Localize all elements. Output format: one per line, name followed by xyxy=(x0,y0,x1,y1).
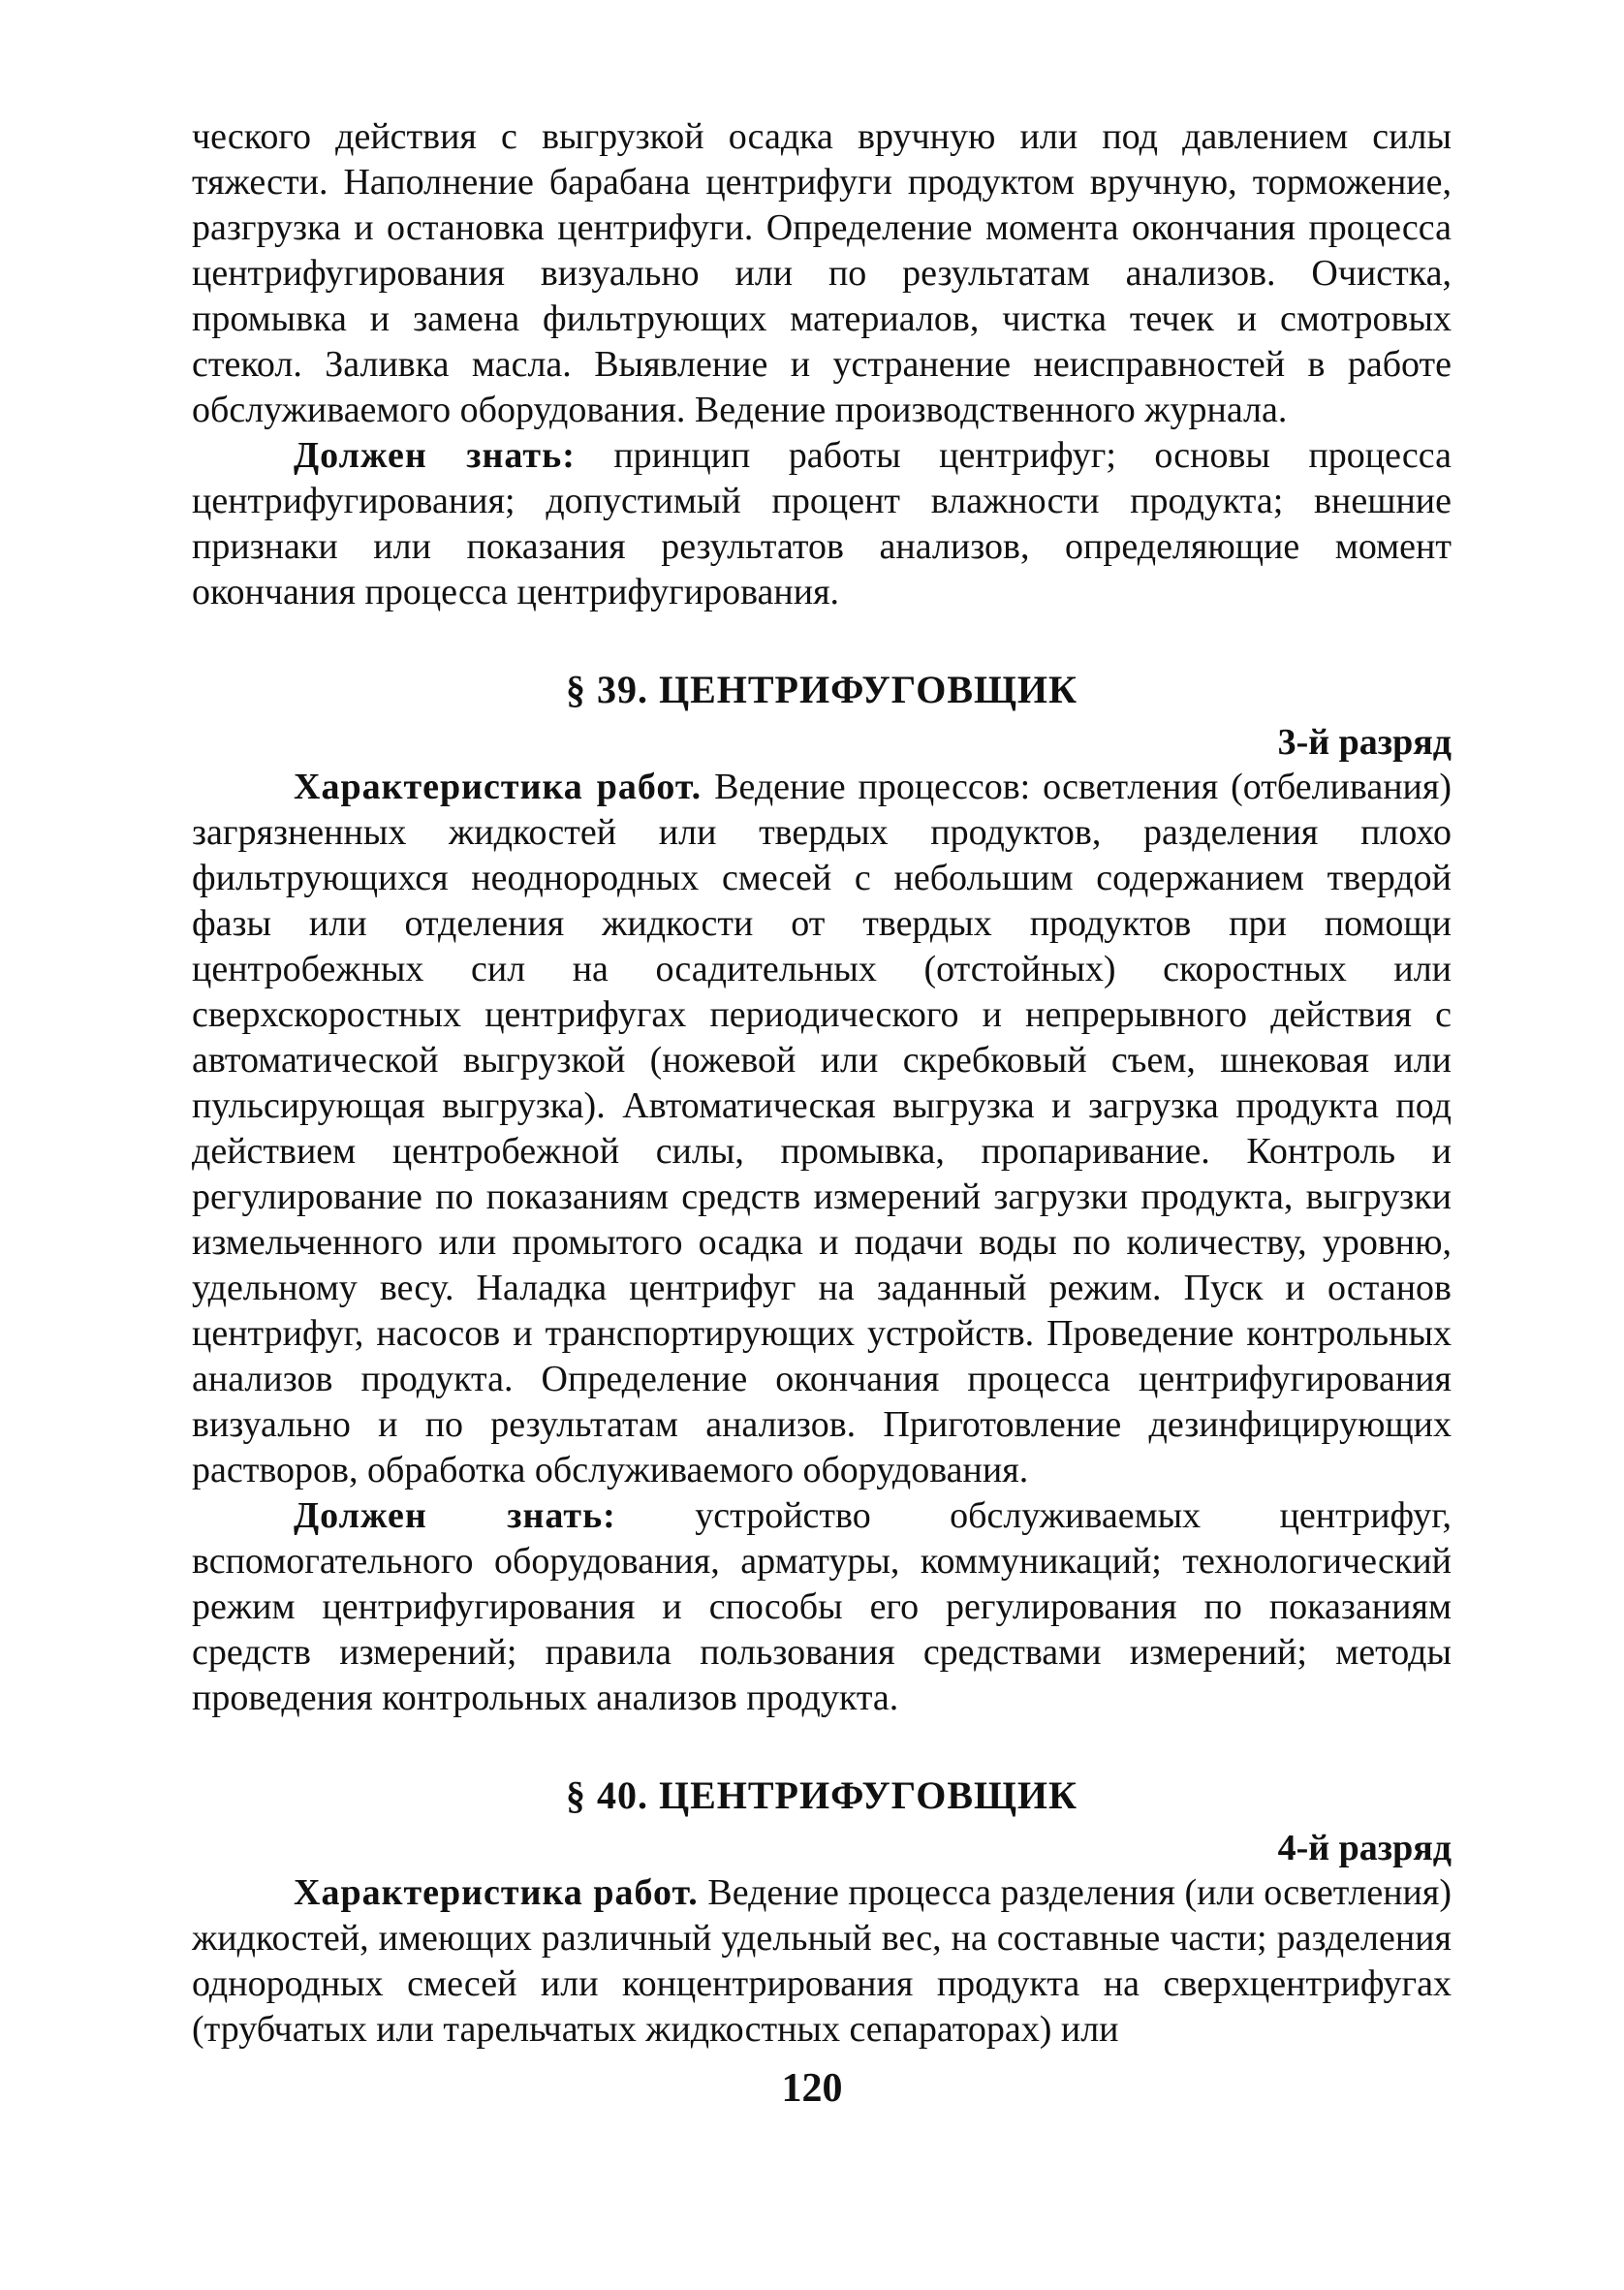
continuation-paragraph xyxy=(192,114,1452,433)
knowledge-text: устройство обслуживаемых центрифуг, вспомогательного оборудования, арматуры, коммуникаций; технологический режим центрифугирования и способы его регулирования по показаниям средств измерений; правила пользования средствами измерений; методы проведения контрольных анализов продукта. xyxy=(192,1495,1452,1718)
work-characteristics-text: Ведение процесса разделения (или осветления) жидкостей, имеющих различный удельный вес, на составные части; разделения однородных смесей или концентрирования продукта на сверхцентрифугах (трубчатых или тарельчатых жидкостных сепараторах) или xyxy=(192,1872,1452,2050)
section-40-title: § 40. ЦЕНТРИФУГОВЩИК xyxy=(565,1773,1078,1817)
work-characteristics-text: Ведение процессов: осветления (отбеливания) загрязненных жидкостей или твердых продуктов, разделения плохо фильтрующихся неоднородных смесей с небольшим содержанием твердой фазы или отделения жидкости от твердых продуктов при помощи центробежных сил на осадительных (отстойных) скоростных или сверхскоростных центрифугах периодического и непрерывного действия с автоматической выгрузкой (ножевой или скребковый съем, шнековая или пульсирующая выгрузка). Автоматическая выгрузка и загрузка продукта под действием центробежной силы, промывка, пропаривание. Контроль и регулирование по показаниям средств измерений загрузки продукта, выгрузки измельченного или промытого осадка и подачи воды по количеству, уровню, удельному весу. Наладка центрифуг на заданный режим. Пуск и останов центрифуг, насосов и транспортирующих устройств. Проведение контрольных анализов продукта. Определение окончания процесса центрифугирования визуально и по результатам анализов. Приготовление дезинфицирующих растворов, обработка обслуживаемого оборудования. xyxy=(192,767,1452,1490)
knowledge-text: принцип работы центрифуг; основы процесса центрифугирования; допустимый процент влажности продукта; внешние признаки или показания результатов анализов, определяющие момент окончания процесса центрифугирования. xyxy=(192,435,1452,612)
knowledge-label: Должен знать: xyxy=(294,1495,616,1536)
section-39-title: § 39. ЦЕНТРИФУГОВЩИК xyxy=(565,668,1078,711)
document-page xyxy=(192,114,1452,2053)
section-39-work-paragraph xyxy=(192,765,1452,1493)
section-40-work-paragraph xyxy=(192,1870,1452,2053)
page-number: 120 xyxy=(781,2066,843,2111)
continuation-text: ческого действия с выгрузкой осадка вручную или под давлением силы тяжести. Наполнение барабана центрифуги продуктом вручную, торможение, разгрузка и остановка центрифуги. Определение момента окончания процесса центрифугирования визуально или по результатам анализов. Очистка, промывка и замена фильтрующих материалов, чистка течек и смотровых стекол. Заливка масла. Выявление и устранение неисправностей в работе обслуживаемого оборудования. Ведение производственного журнала. xyxy=(192,116,1452,430)
section-39-grade: 3-й разряд xyxy=(1277,722,1452,763)
knowledge-label: Должен знать: xyxy=(294,435,576,476)
continuation-knowledge-paragraph xyxy=(192,433,1452,615)
work-characteristics-label: Характеристика работ. xyxy=(294,767,703,807)
section-39-knowledge-paragraph xyxy=(192,1493,1452,1721)
section-40-grade: 4-й разряд xyxy=(1277,1828,1452,1868)
work-characteristics-label: Характеристика работ. xyxy=(294,1872,699,1913)
